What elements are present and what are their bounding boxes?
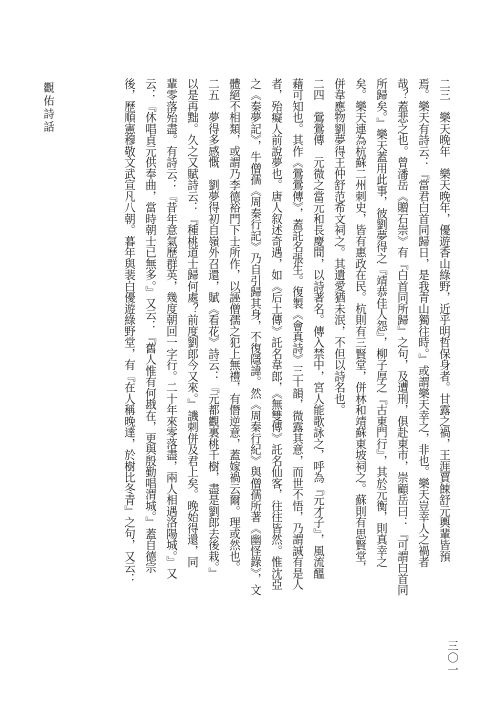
text-column: 體絕不相類，或謂乃李德裕門下士所作，以誣僧孺之犯上無禮，有僭逆意，蓋嫁禍云爾。理或然也。 [228,78,241,573]
text-column: 者，殆癡人前說夢也。唐人叙述奇遇，如《后土傳》託名韋郎，《無雙傳》託名仙客，往往皆然。惟沈亞 [270,78,283,590]
text-column: 後，歷順憲穆敬文武宣凡八朝。暮年與裴白優遊綠野堂，有『在人稱晚達，於樹比冬青』之句，又云： [123,78,136,585]
text-column: 所歸矣。』樂天蓋用此事，彼劉夢得之『靖恭佳人怨』，柳子厚之『古東門行』，其於元衡，則真幸之 [375,78,388,568]
text-column: 矣。樂天連為杭蘇二州刺史，皆有惠政在民。杭則有三賢堂，併林和靖蘇東坡祠之。蘇則有思賢堂， [354,78,367,573]
text-column: 哉？蓋悲之也。曾潘岳《贈石崇》有『白首同所歸』之句，及遭刑，俱赴東市，崇顧岳曰：『可謂白首同 [396,78,409,596]
text-column: 之《秦夢記》，牛僧孺《周秦行記》乃自引歸其身，不復隱諱。然《周秦行紀》與僧孺所著《幽怪錄》，文 [249,78,262,596]
text-column: 二三 樂天晚年 樂天晚年，優遊香山綠野，近乎明哲保身者。甘露之禍，王涯賈餗舒元輿輩皆預 [438,78,451,562]
text-column: 焉。樂天有詩云：『當君白首同歸日，是我青山獨往時。』或謂樂天幸之，非也。樂天豈幸人之禍者 [417,78,430,568]
running-head: 觀佑詩話 [42,82,55,134]
text-column: 以是再黜。久之又賦詩云：『種桃道士歸何處？前度劉郎今又來。』譏刺併及君上矣。晚始得還，同 [186,78,199,568]
text-column: 二五 夢得多感慨 劉夢得初自嶺外召還，賦《看花》詩云：『元都觀裏桃千樹，盡是劉郎去後栽。』 [207,78,220,579]
text-column: 二四 鶯鶯傳 元微之當元和長慶間，以詩著名。傳入禁中，宮人能歌詠之，呼為『元才子』，風流醞 [312,78,325,579]
page-number: 三〇一 [446,640,459,676]
text-column: 云：『休唱貞元供奉曲，當時朝士已無多。』又云：『舊人惟有何戡在，更與殷勤唱渭城。』蓋自德宗 [144,78,157,574]
text-column: 併韋應物劉夢得王仲舒范希文祠之。其遺愛猶未泯，不但以詩名也。 [333,78,346,416]
text-column: 藉可知也。其作《鶯鶯傳》，蓋託名張生。復製《會真詩》三十韻，微露其意，而世不悟，乃謂誠有是人 [291,78,304,590]
text-column: 輩零落殆盡。有詩云：『昔年意氣歷群英，幾度朝回一字行。二十年來零落盡，兩人相遇洛陽城。』又 [165,78,178,579]
